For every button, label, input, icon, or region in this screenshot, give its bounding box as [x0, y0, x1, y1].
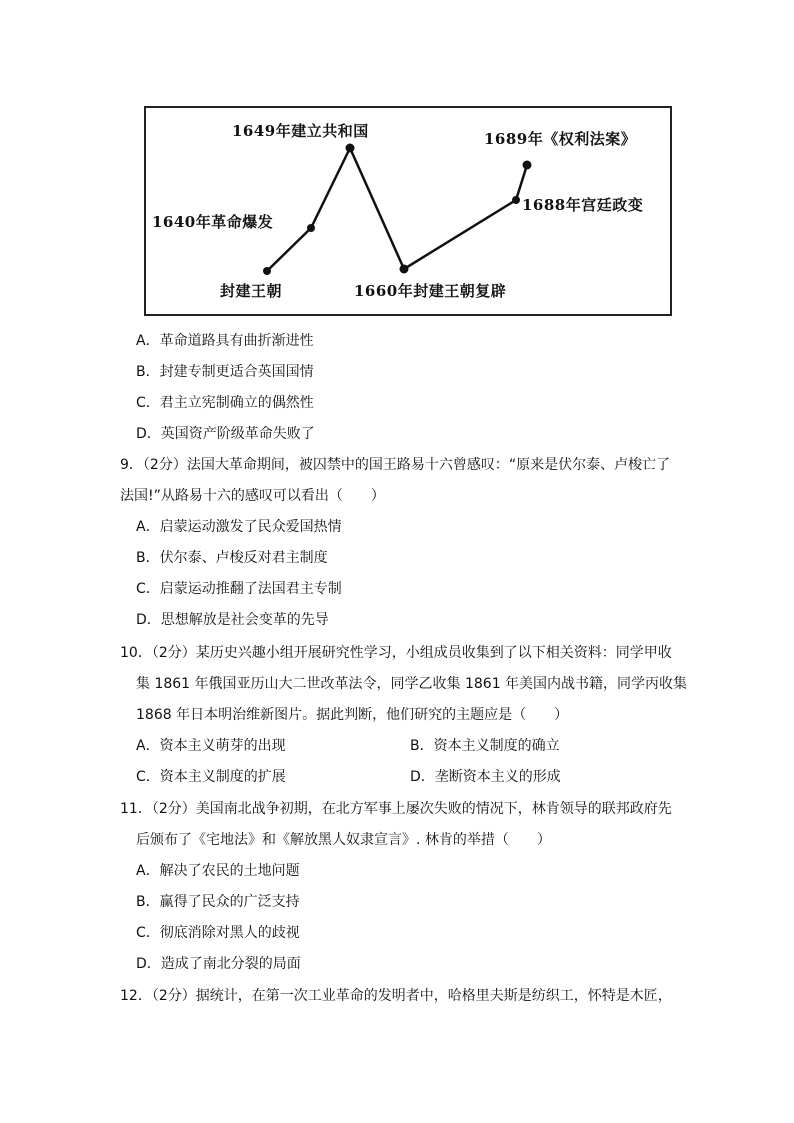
- q11-option-b: B．赢得了民众的广泛支持: [136, 894, 300, 910]
- label-1640: 1640年革命爆发: [152, 213, 274, 231]
- q8-option-b: B．封建专制更适合英国国情: [136, 364, 314, 380]
- q9-stem-line1: 9．（2分）法国大革命期间，被囚禁中的国王路易十六曾感叹：“原来是伏尔泰、卢梭亡了: [120, 457, 671, 473]
- point-1688: [512, 196, 520, 204]
- label-1649: 1649年建立共和国: [232, 122, 369, 140]
- q11-stem-line2: 后颁布了《宅地法》和《解放黑人奴隶宣言》. 林肯的举措（ ）: [136, 832, 551, 848]
- q8-option-d: D．英国资产阶级革命失败了: [136, 426, 315, 442]
- q10-option-d: D．垄断资本主义的形成: [410, 769, 561, 785]
- label-1689: 1689年《权利法案》: [484, 130, 637, 148]
- q9-option-d: D．思想解放是社会变革的先导: [136, 612, 329, 628]
- label-1660: 1660年封建王朝复辟: [354, 282, 507, 300]
- history-line-figure: [144, 106, 672, 316]
- point-1649: [346, 144, 355, 153]
- q11-option-d: D．造成了南北分裂的局面: [136, 956, 301, 972]
- q9-stem-line2: 法国!”从路易十六的感叹可以看出（ ）: [120, 488, 385, 504]
- label-feudal: 封建王朝: [220, 282, 283, 300]
- q8-option-a: A．革命道路具有曲折渐进性: [136, 333, 314, 349]
- point-1660: [400, 265, 409, 274]
- history-trend-line: [267, 148, 527, 271]
- q11-option-c: C．彻底消除对黑人的歧视: [136, 925, 300, 941]
- q9-option-b: B．伏尔泰、卢梭反对君主制度: [136, 550, 328, 566]
- label-1688: 1688年宫廷政变: [522, 196, 644, 214]
- q10-option-c: C．资本主义制度的扩展: [136, 769, 286, 785]
- point-1689: [523, 161, 532, 170]
- q11-option-a: A．解决了农民的土地问题: [136, 863, 300, 879]
- q9-option-a: A．启蒙运动激发了民众爱国热情: [136, 519, 342, 535]
- q10-stem-line3: 1868 年日本明治维新图片。据此判断，他们研究的主题应是（ ）: [136, 707, 569, 723]
- q11-stem-line1: 11．（2分）美国南北战争初期，在北方军事上屡次失败的情况下，林肯领导的联邦政府先: [120, 801, 672, 817]
- q10-option-a: A．资本主义萌芽的出现: [136, 738, 286, 754]
- point-feudal: [263, 267, 271, 275]
- point-1640: [307, 224, 315, 232]
- q10-option-b: B．资本主义制度的确立: [410, 738, 560, 754]
- q8-option-c: C．君主立宪制确立的偶然性: [136, 395, 314, 411]
- q10-stem-line2: 集 1861 年俄国亚历山大二世改革法令，同学乙收集 1861 年美国内战书籍，同学丙收集: [136, 676, 688, 692]
- q12-stem-line1: 12．（2分）据统计，在第一次工业革命的发明者中，哈格里夫斯是纺织工，怀特是木匠，: [120, 988, 672, 1004]
- q9-option-c: C．启蒙运动推翻了法国君主专制: [136, 581, 342, 597]
- q10-stem-line1: 10．（2分）某历史兴趣小组开展研究性学习，小组成员收集到了以下相关资料：同学甲收: [120, 645, 672, 661]
